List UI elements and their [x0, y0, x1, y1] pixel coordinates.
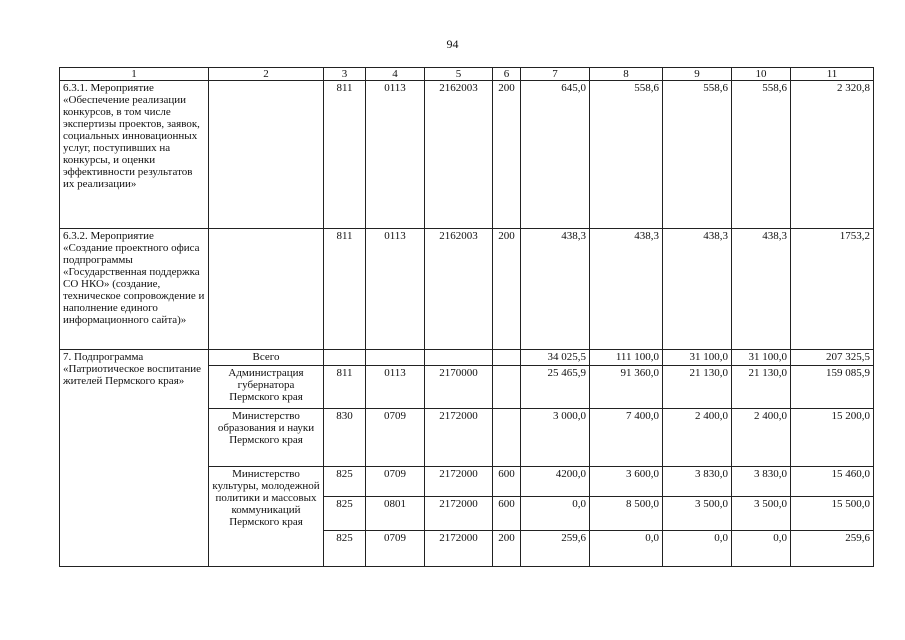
code-cell	[425, 350, 493, 366]
code-cell	[324, 350, 366, 366]
amount-cell: 3 500,0	[732, 497, 791, 531]
amount-cell: 259,6	[791, 531, 874, 567]
budget-table	[59, 67, 874, 567]
col-header: 4	[366, 68, 425, 81]
col-header: 10	[732, 68, 791, 81]
code-cell: 0709	[366, 467, 425, 497]
col-header: 9	[663, 68, 732, 81]
executor-cell	[209, 229, 324, 350]
code-cell: 825	[324, 467, 366, 497]
subprogram-name: 7. Подпрограмма «Патриотическое воспитание жителей Пермского края»	[60, 350, 209, 567]
col-header: 3	[324, 68, 366, 81]
amount-cell: 558,6	[732, 81, 791, 229]
amount-cell: 31 100,0	[732, 350, 791, 366]
amount-cell: 25 465,9	[521, 366, 590, 409]
amount-cell: 21 130,0	[663, 366, 732, 409]
amount-cell: 2 400,0	[663, 409, 732, 467]
code-cell: 2172000	[425, 467, 493, 497]
amount-cell: 2 400,0	[732, 409, 791, 467]
col-header: 2	[209, 68, 324, 81]
code-cell: 2172000	[425, 531, 493, 567]
code-cell: 2162003	[425, 229, 493, 350]
amount-cell: 15 460,0	[791, 467, 874, 497]
executor-cell: Всего	[209, 350, 324, 366]
amount-cell: 34 025,5	[521, 350, 590, 366]
table-row	[60, 350, 874, 366]
amount-cell: 91 360,0	[590, 366, 663, 409]
amount-cell: 15 200,0	[791, 409, 874, 467]
code-cell: 2172000	[425, 497, 493, 531]
amount-cell: 3 500,0	[663, 497, 732, 531]
code-cell: 0113	[366, 81, 425, 229]
amount-cell: 159 085,9	[791, 366, 874, 409]
code-cell	[493, 409, 521, 467]
code-cell: 0709	[366, 531, 425, 567]
executor-cell: Министерство культуры, молодежной политики и массовых коммуникаций Пермского края	[209, 467, 324, 567]
amount-cell: 0,0	[590, 531, 663, 567]
executor-cell: Администрация губернатора Пермского края	[209, 366, 324, 409]
amount-cell: 31 100,0	[663, 350, 732, 366]
amount-cell: 438,3	[732, 229, 791, 350]
code-cell: 200	[493, 229, 521, 350]
code-cell: 600	[493, 467, 521, 497]
col-header: 8	[590, 68, 663, 81]
code-cell: 200	[493, 531, 521, 567]
amount-cell: 3 830,0	[663, 467, 732, 497]
code-cell: 2170000	[425, 366, 493, 409]
amount-cell: 1753,2	[791, 229, 874, 350]
page-number: 94	[446, 37, 459, 51]
activity-name: 6.3.2. Мероприятие «Создание проектного офиса подпрограммы «Государственная поддержка СО НКО» (создание, техническое сопровождение и наполнение единого информационного сайта)»	[60, 229, 209, 350]
activity-name: 6.3.1. Мероприятие «Обеспечение реализации конкурсов, в том числе экспертизы проектов, заявок, социальных инновационных услуг, поступивших на конкурсы, и оценки эффективности результатов их реализации»	[60, 81, 209, 229]
code-cell: 2172000	[425, 409, 493, 467]
code-cell: 0113	[366, 366, 425, 409]
amount-cell: 645,0	[521, 81, 590, 229]
amount-cell: 0,0	[663, 531, 732, 567]
executor-cell: Министерство образования и науки Пермского края	[209, 409, 324, 467]
amount-cell: 8 500,0	[590, 497, 663, 531]
amount-cell: 3 830,0	[732, 467, 791, 497]
code-cell: 2162003	[425, 81, 493, 229]
amount-cell: 7 400,0	[590, 409, 663, 467]
amount-cell: 111 100,0	[590, 350, 663, 366]
code-cell: 825	[324, 497, 366, 531]
col-header: 6	[493, 68, 521, 81]
amount-cell: 438,3	[663, 229, 732, 350]
amount-cell: 259,6	[521, 531, 590, 567]
code-cell: 0709	[366, 409, 425, 467]
amount-cell: 558,6	[663, 81, 732, 229]
code-cell: 811	[324, 229, 366, 350]
code-cell: 811	[324, 366, 366, 409]
amount-cell: 15 500,0	[791, 497, 874, 531]
amount-cell: 21 130,0	[732, 366, 791, 409]
amount-cell: 558,6	[590, 81, 663, 229]
code-cell: 600	[493, 497, 521, 531]
amount-cell: 0,0	[732, 531, 791, 567]
amount-cell: 438,3	[521, 229, 590, 350]
amount-cell: 3 000,0	[521, 409, 590, 467]
code-cell: 825	[324, 531, 366, 567]
amount-cell: 207 325,5	[791, 350, 874, 366]
col-header: 7	[521, 68, 590, 81]
header-row	[60, 68, 874, 81]
code-cell	[493, 366, 521, 409]
table-row	[60, 81, 874, 229]
col-header: 1	[60, 68, 209, 81]
code-cell: 0113	[366, 229, 425, 350]
amount-cell: 3 600,0	[590, 467, 663, 497]
table-row	[60, 229, 874, 350]
code-cell: 200	[493, 81, 521, 229]
code-cell	[366, 350, 425, 366]
amount-cell: 2 320,8	[791, 81, 874, 229]
amount-cell: 0,0	[521, 497, 590, 531]
code-cell: 0801	[366, 497, 425, 531]
col-header: 5	[425, 68, 493, 81]
code-cell: 830	[324, 409, 366, 467]
executor-cell	[209, 81, 324, 229]
code-cell	[493, 350, 521, 366]
code-cell: 811	[324, 81, 366, 229]
amount-cell: 438,3	[590, 229, 663, 350]
amount-cell: 4200,0	[521, 467, 590, 497]
col-header: 11	[791, 68, 874, 81]
